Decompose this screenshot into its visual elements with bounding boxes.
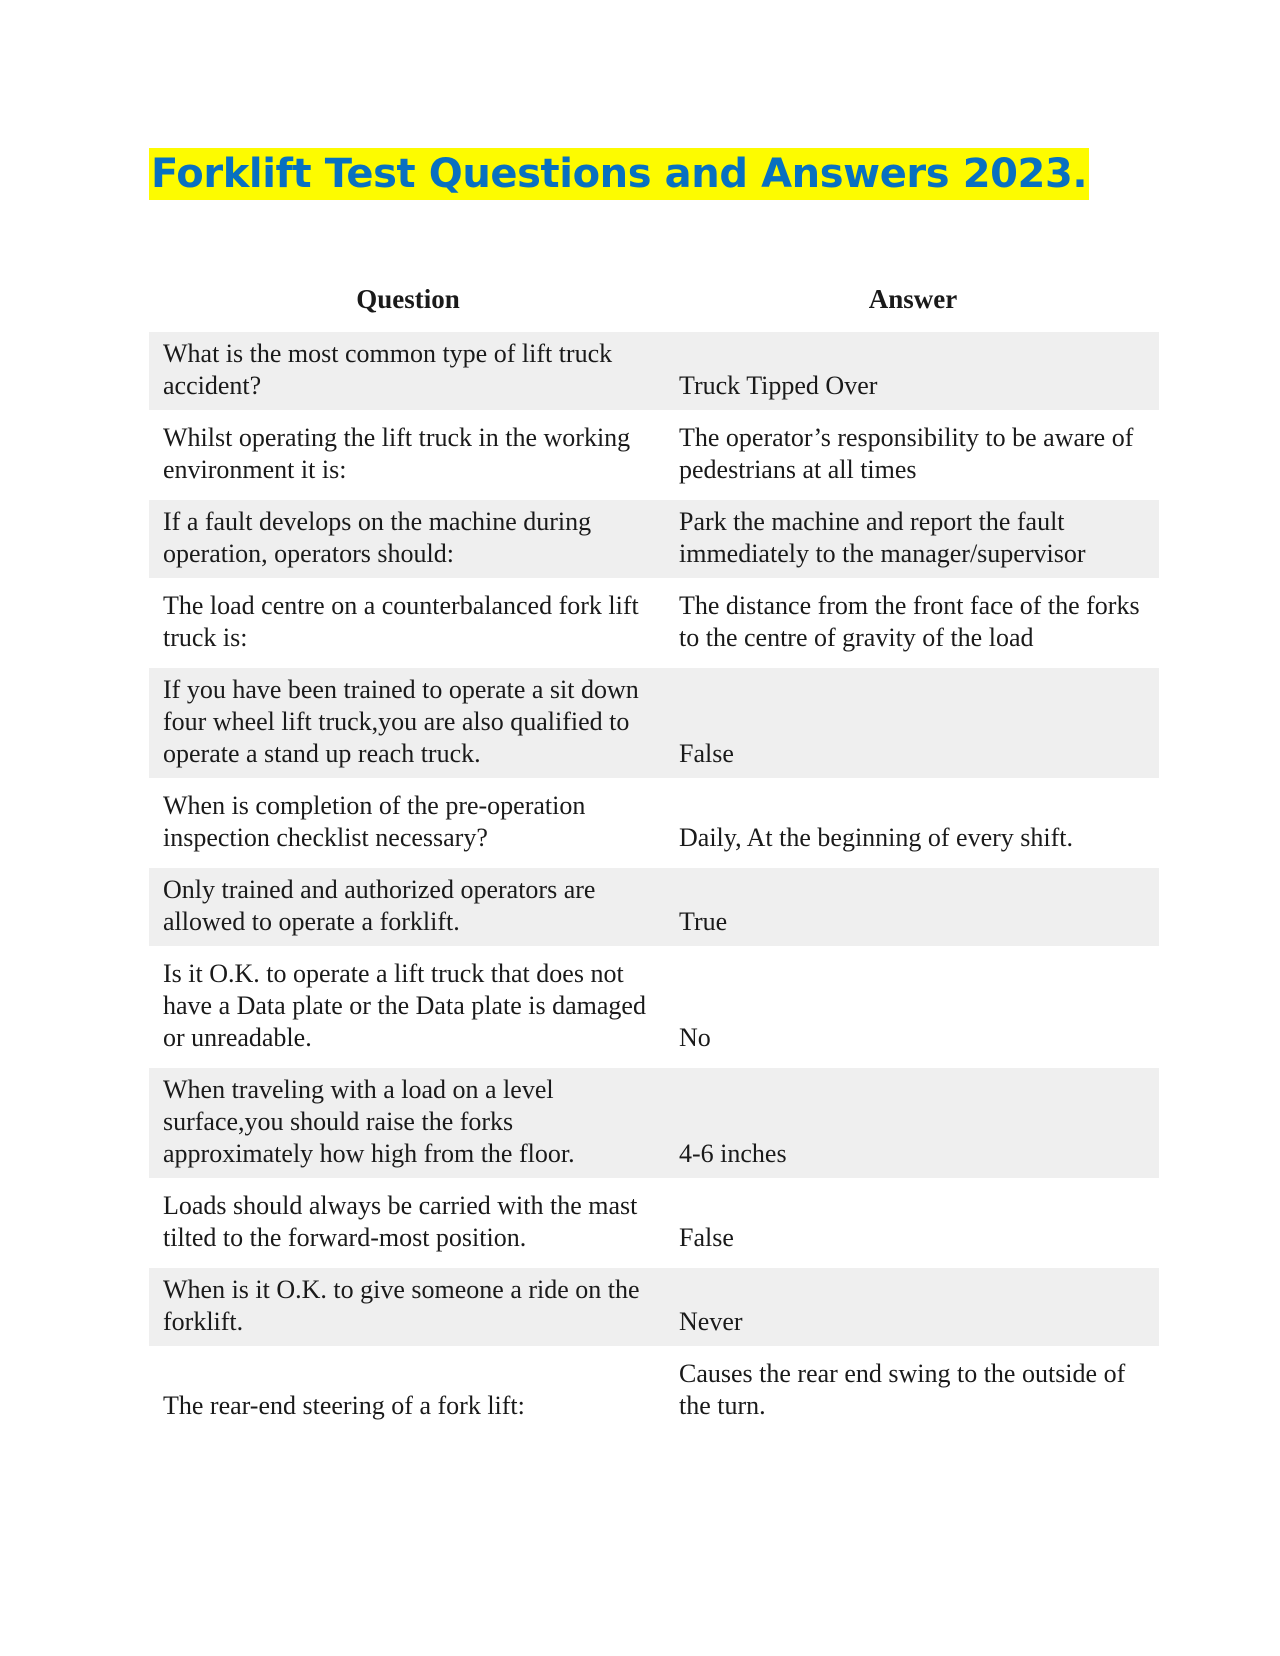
question-cell: What is the most common type of lift truck accident? (149, 329, 667, 413)
question-cell: When is it O.K. to give someone a ride on the forklift. (149, 1265, 667, 1349)
answer-cell: No (667, 949, 1159, 1065)
answer-cell: Never (667, 1265, 1159, 1349)
qa-table (149, 274, 1159, 1430)
question-cell: If you have been trained to operate a sit down four wheel lift truck,you are also qualified to operate a stand up reach truck. (149, 665, 667, 781)
table-row (149, 1181, 1159, 1265)
table-row (149, 413, 1159, 497)
question-cell: When traveling with a load on a level surface,you should raise the forks approximately how high from the floor. (149, 1065, 667, 1181)
table-row (149, 1349, 1159, 1430)
question-cell: Only trained and authorized operators are allowed to operate a forklift. (149, 865, 667, 949)
table-row (149, 949, 1159, 1065)
table-row (149, 865, 1159, 949)
question-column-header: Question (356, 284, 460, 314)
question-cell: Loads should always be carried with the mast tilted to the forward-most position. (149, 1181, 667, 1265)
answer-cell: The operator’s responsibility to be aware of pedestrians at all times (667, 413, 1159, 497)
answer-cell: 4-6 inches (667, 1065, 1159, 1181)
answer-cell: Causes the rear end swing to the outside of the turn. (667, 1349, 1159, 1430)
answer-cell: False (667, 1181, 1159, 1265)
answer-cell: True (667, 865, 1159, 949)
answer-cell: Truck Tipped Over (667, 329, 1159, 413)
answer-column-header: Answer (868, 284, 958, 314)
question-cell: When is completion of the pre-operation inspection checklist necessary? (149, 781, 667, 865)
question-cell: The load centre on a counterbalanced fork lift truck is: (149, 581, 667, 665)
table-row (149, 1065, 1159, 1181)
answer-cell: The distance from the front face of the forks to the centre of gravity of the load (667, 581, 1159, 665)
table-row (149, 497, 1159, 581)
question-cell: Is it O.K. to operate a lift truck that does not have a Data plate or the Data plate is damaged or unreadable. (149, 949, 667, 1065)
answer-cell: Daily, At the beginning of every shift. (667, 781, 1159, 865)
table-header-row (149, 274, 1159, 329)
table-row (149, 1265, 1159, 1349)
table-row (149, 665, 1159, 781)
document-title: Forklift Test Questions and Answers 2023. (149, 148, 1089, 200)
title-block (149, 148, 1089, 200)
answer-cell: False (667, 665, 1159, 781)
question-cell: If a fault develops on the machine during operation, operators should: (149, 497, 667, 581)
answer-cell: Park the machine and report the fault immediately to the manager/supervisor (667, 497, 1159, 581)
table-row (149, 781, 1159, 865)
question-cell: The rear-end steering of a fork lift: (149, 1349, 667, 1430)
table-row (149, 329, 1159, 413)
table-row (149, 581, 1159, 665)
question-cell: Whilst operating the lift truck in the working environment it is: (149, 413, 667, 497)
